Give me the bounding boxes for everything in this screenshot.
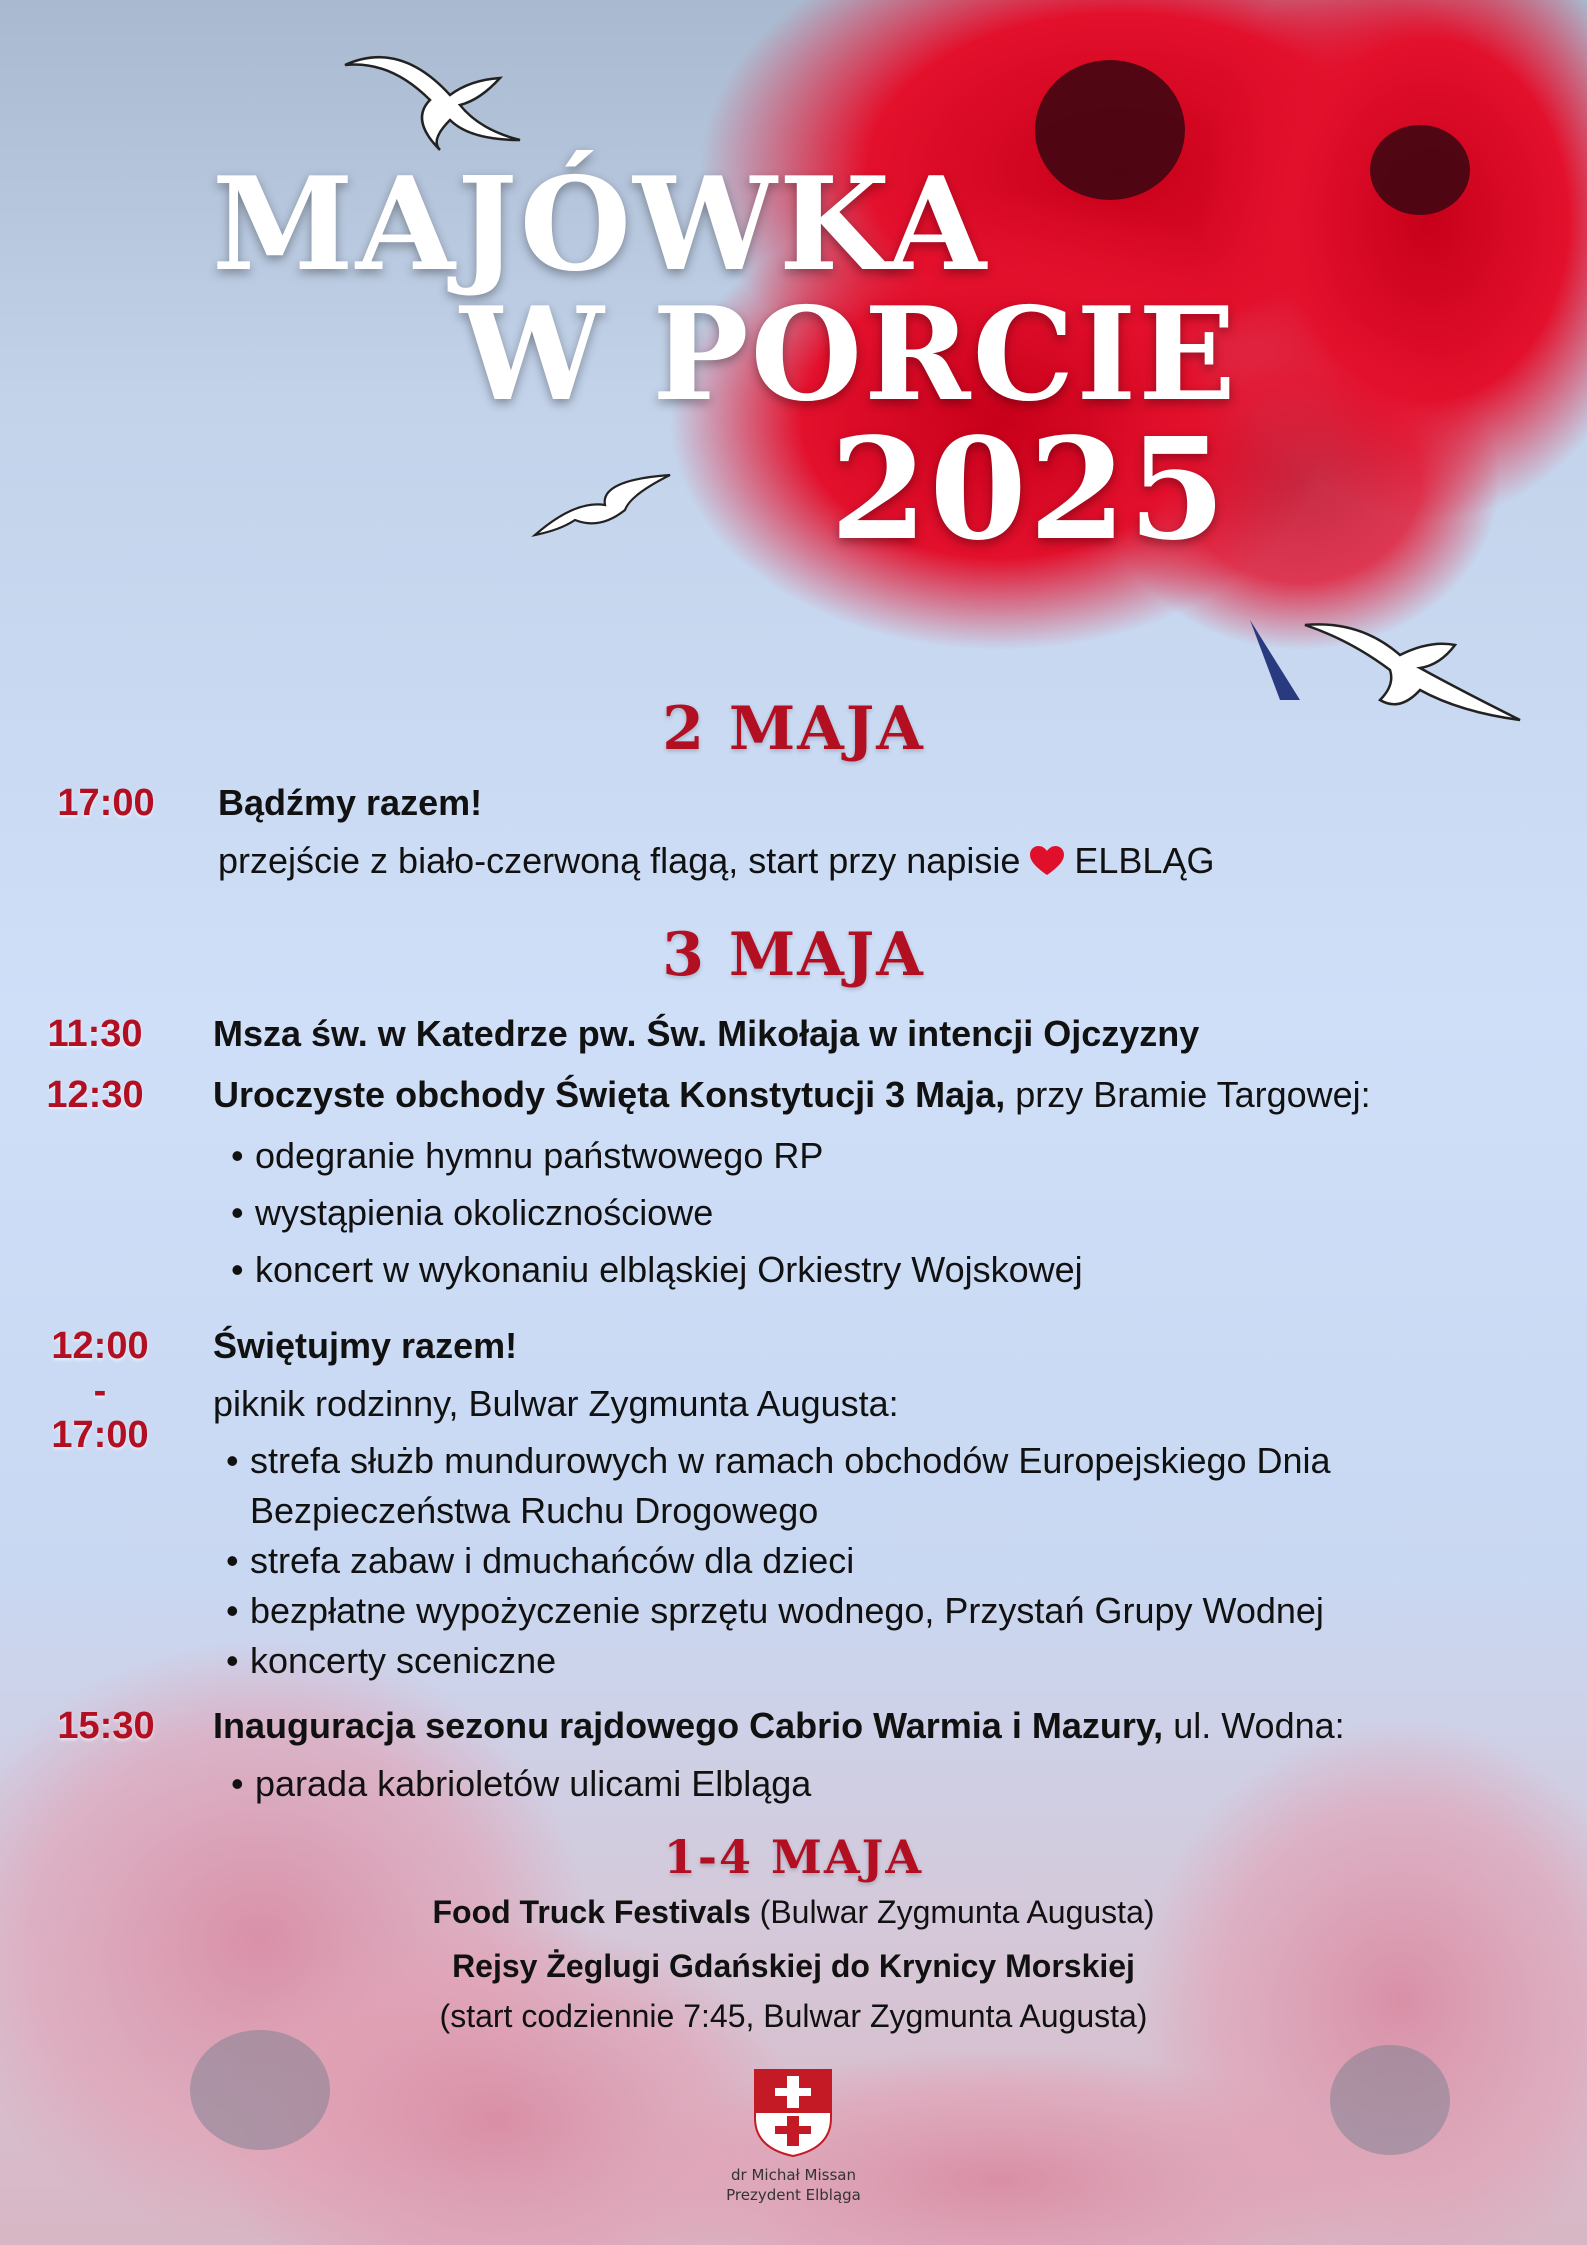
food-truck-line [0, 1894, 1587, 1931]
day-heading: 1-4 MAJA [663, 1830, 924, 1884]
event-time: 11:30 [47, 1013, 143, 1055]
food-truck-title: Food Truck Festivals [432, 1894, 751, 1930]
title-line-2: W PORCIE [460, 280, 1238, 430]
list-item-continuation: Bezpieczeństwa Ruchu Drogowego [250, 1490, 819, 1531]
list-item: • parada kabrioletów ulicami Elbląga [255, 1763, 811, 1805]
event-subtitle: piknik rodzinny, Bulwar Zygmunta Augusta: [213, 1383, 899, 1424]
event-title: Bądźmy razem! [218, 782, 483, 823]
seagull-icon [345, 57, 520, 150]
food-truck-place: (Bulwar Zygmunta Augusta) [750, 1894, 1155, 1930]
event-description-text: przejście z biało-czerwoną flagą, start przy napisie [218, 840, 1021, 881]
footer-name: dr Michał Missan [731, 2166, 856, 2184]
event-time-start: 12:00 [51, 1325, 149, 1367]
footer-role: Prezydent Elbląga [726, 2186, 861, 2204]
event-time: 15:30 [57, 1705, 155, 1747]
event-time-end: 17:00 [51, 1414, 149, 1456]
title-year: 2025 [830, 408, 1228, 572]
event-title: Świętujmy razem! [213, 1325, 518, 1366]
event-title: Msza św. w Katedrze pw. Św. Mikołaja w intencji Ojczyzny [213, 1013, 1200, 1054]
list-item: • odegranie hymnu państwowego RP [255, 1135, 823, 1177]
seagull-icon [535, 475, 670, 535]
event-time-separator: - [93, 1370, 107, 1412]
day-heading: 3 MAJA [662, 920, 925, 990]
event-title-bold: Inauguracja sezonu rajdowego Cabrio Warmia i Mazury, [213, 1705, 1164, 1746]
day-heading: 2 MAJA [662, 694, 925, 764]
list-item: • koncert w wykonaniu elbląskiej Orkiestry Wojskowej [255, 1249, 1083, 1291]
event-title [213, 1705, 1345, 1747]
cruise-title: Rejsy Żeglugi Gdańskiej do Krynicy Morskiej [452, 1948, 1135, 1984]
event-place: ul. Wodna: [1163, 1705, 1345, 1746]
event-description [218, 840, 1214, 882]
event-title [213, 1074, 1371, 1116]
heart-icon [1030, 846, 1064, 876]
list-item: • wystąpienia okolicznościowe [255, 1192, 713, 1234]
event-place: przy Bramie Targowej: [1005, 1074, 1371, 1115]
cruise-detail: (start codziennie 7:45, Bulwar Zygmunta Augusta) [439, 1998, 1148, 2034]
title-line-1: MAJÓWKA [212, 150, 989, 300]
list-item: • bezpłatne wypożyczenie sprzętu wodnego, Przystań Grupy Wodnej [250, 1590, 1324, 1632]
elblag-coat-of-arms-icon [753, 2068, 833, 2158]
list-item: • koncerty sceniczne [250, 1640, 556, 1682]
event-title-bold: Uroczyste obchody Święta Konstytucji 3 Maja, [213, 1074, 1006, 1115]
event-time: 17:00 [57, 782, 155, 824]
event-description-city: ELBLĄG [1074, 840, 1215, 881]
list-item: • strefa zabaw i dmuchańców dla dzieci [250, 1540, 854, 1582]
event-time: 12:30 [46, 1074, 144, 1116]
list-item: • strefa służb mundurowych w ramach obchodów Europejskiego Dnia [250, 1440, 1331, 1482]
